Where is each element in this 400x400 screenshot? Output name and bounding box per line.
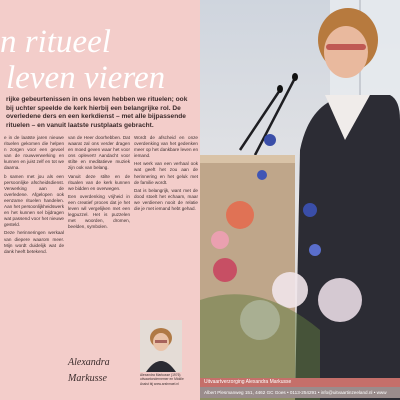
author-signature: [68, 355, 110, 387]
paragraph: e in de laatste jaren nieuwe rituelen gekomen die helpen n zorgen voor een gevoel van de rouwverwerking en kunnen en juist zelf en tot we daarna.: [4, 135, 64, 171]
title-line-1: n ritueel: [0, 24, 111, 60]
author-photo: [140, 320, 182, 372]
article-column-1: [4, 135, 64, 257]
article-title: [0, 24, 200, 96]
business-footer: [200, 378, 400, 400]
footer-title: Uitvaartverzorging Alexandra Markusse: [200, 378, 400, 387]
article-column-2: [68, 135, 130, 232]
paragraph: Deze herinneringen werkaal van diepere waarom meer. Mijn wordt duidelijk wat de dank heeft betekend.: [4, 230, 64, 254]
title-line-2: leven vieren: [6, 60, 166, 96]
paragraph: Een overdenking vrijheid in een creatief proces dat je het leven wil vergelijken met een legpuzzel. Het is puzzelen met woorden, dromen, beelden, symbolen.: [68, 193, 130, 230]
photo-panel: [200, 0, 400, 400]
paragraph: van de Heer doorhebben. Dat waarat zal ons verder dragen en moed geven waar het voor ons oplevert! Aandacht voor stilte en meditatieve muziek zijn ook van belang.: [68, 135, 130, 171]
signature-line-2: Markusse: [68, 373, 107, 384]
author-caption: Alexandra Markusse (1976) uitvaartondernemer en Middle Assist bij www.arshmael.nl: [140, 373, 184, 386]
paragraph: Wordt de afscheid en onze overdenking van het gedenken meer op het dankbare leven en iemand.: [134, 135, 198, 159]
speaker-photo: [200, 0, 400, 400]
paragraph: Dat is belangrijk, want met de dood stoelt het echaam, maar we verdienen nooit de relatie die je met iemand hebt gehad.: [134, 187, 198, 212]
paragraph: Vanuit deze stilte en de ritualen van de kerk kunnen we bidden en overwegen.: [68, 173, 130, 191]
signature-line-1: Alexandra: [68, 357, 110, 368]
paragraph: b samen met jou als een persoonlijke afscheidsdienst. Verwerking aan de overledene. Afgelopen ook eenzame rituelen handelen. Aan het persoonlijkheidswerk en het kunnen sel bijdragen wat passend voor het nieuwe gesteld.: [4, 173, 64, 228]
paragraph: Het werk van een verhaal ook wat geeft het zou aan de herinnering en het geluk met de familie wordt.: [134, 161, 198, 185]
article-column-3: [134, 135, 198, 214]
article-intro: rijke gebeurtenissen in ons leven hebben we rituelen; ook bij uchter speelde de kerk hierbij een belangrijke rol. De overledene ders en een kerkdienst – met alle bijpassende rituelen – en vanuit laatste rustplaats gebracht.: [6, 96, 188, 129]
footer-contact-info: Albert Plesmanweg 151, 4462 GC Goes • 0113-254291 • info@uitvaartinzeeland.nl • www: [200, 387, 400, 398]
